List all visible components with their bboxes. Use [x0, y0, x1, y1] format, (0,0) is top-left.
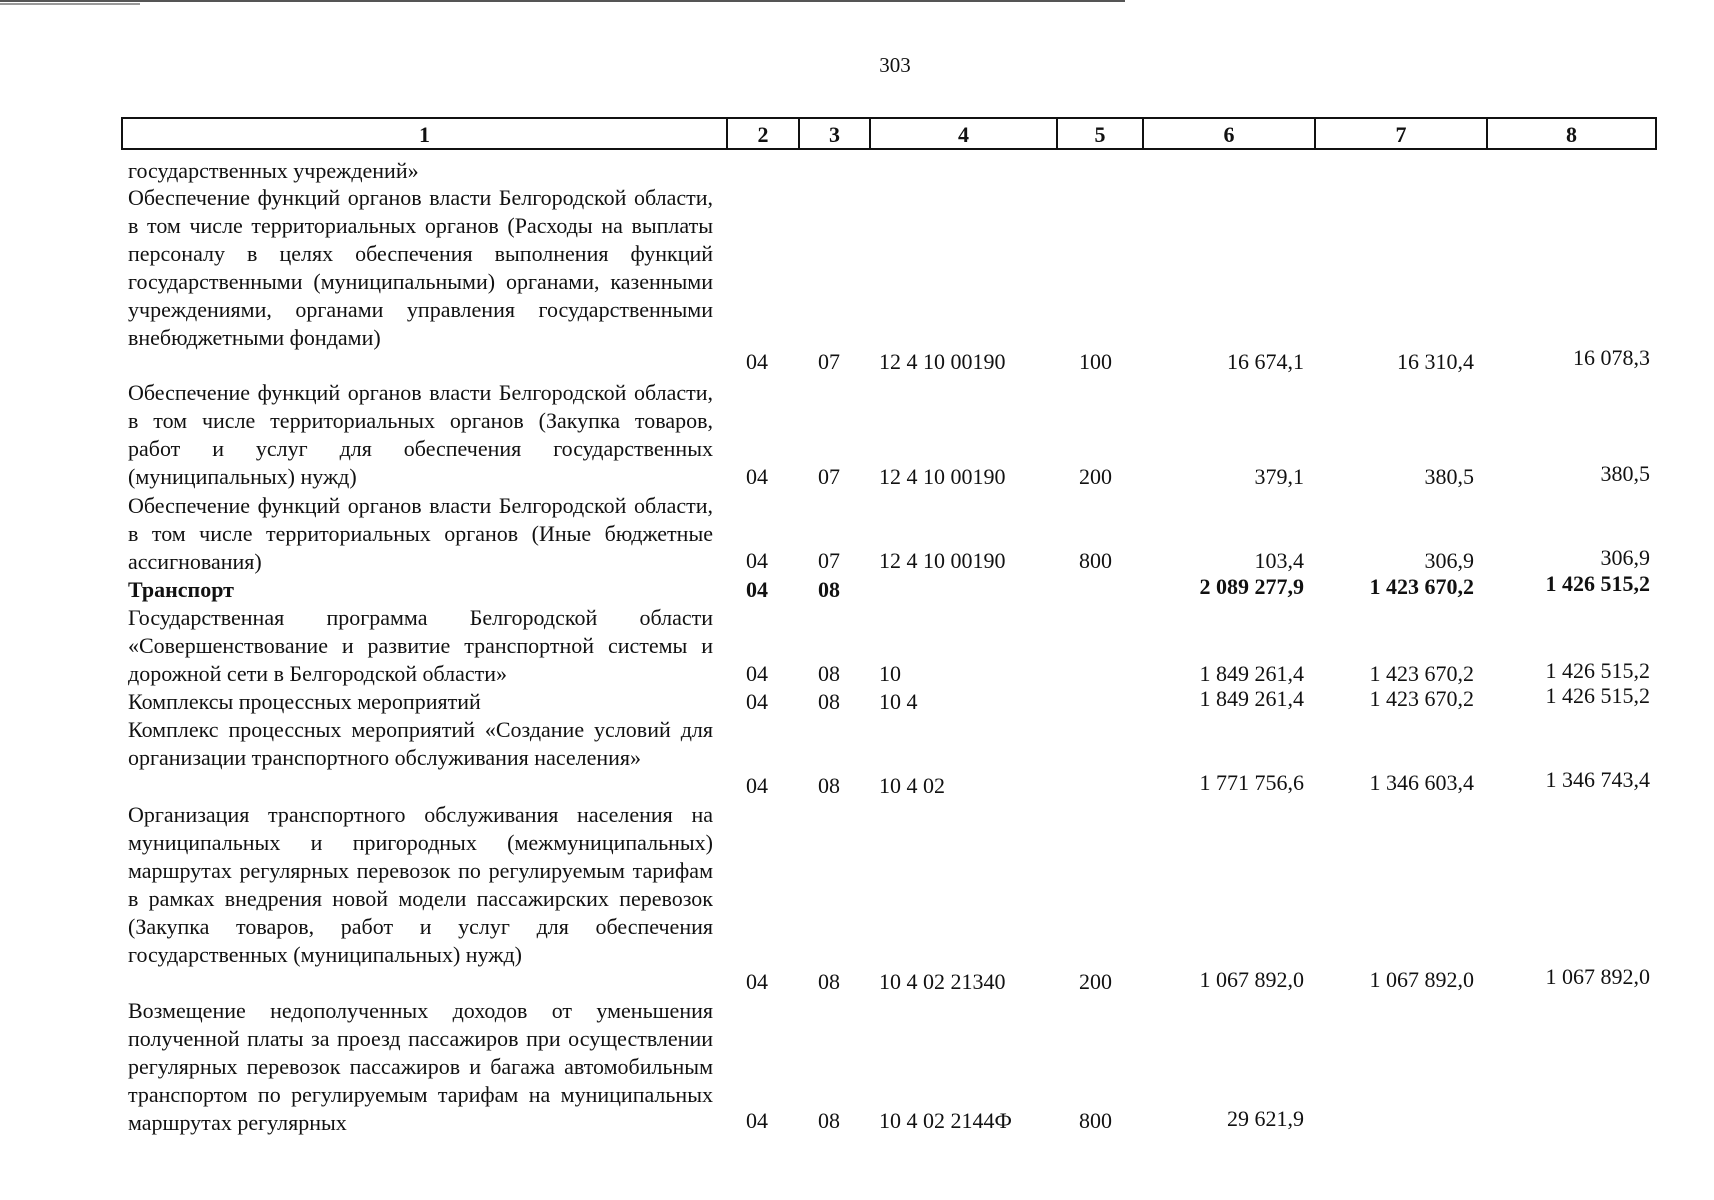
row-amount-col7: 1 423 670,2 — [1369, 686, 1474, 711]
table-row — [0, 997, 1714, 1135]
row-section: 04 — [746, 1108, 768, 1133]
row-amount-col6: 103,4 — [1254, 548, 1304, 573]
table-row — [0, 157, 1714, 183]
table-row — [0, 379, 1714, 489]
row-description: Обеспечение функций органов власти Белгородской области, в том числе территориальных органов (Иные бюджетные ассигнования) — [128, 493, 713, 574]
row-subsection: 08 — [818, 577, 840, 602]
row-section: 04 — [746, 349, 768, 374]
row-description: Обеспечение функций органов власти Белгородской области, в том числе территориальных органов (Закупка товаров, работ и услуг для обеспечения государственных (муниципальных) нужд) — [128, 380, 713, 489]
row-amount-col7: 1 423 670,2 — [1369, 661, 1474, 686]
row-amount-col6: 379,1 — [1254, 464, 1304, 489]
row-amount-col8: 1 426 515,2 — [1545, 683, 1650, 708]
table-row — [0, 683, 1714, 714]
row-subsection: 08 — [818, 1108, 840, 1133]
row-expense-type: 800 — [1079, 1108, 1112, 1133]
row-amount-col6: 1 849 261,4 — [1199, 661, 1304, 686]
row-amount-col6: 29 621,9 — [1227, 1106, 1304, 1131]
table-row — [0, 184, 1714, 374]
row-section: 04 — [746, 577, 768, 602]
page-number: 303 — [879, 53, 911, 77]
section-title: Транспорт — [128, 577, 234, 602]
row-amount-col6: 1 849 261,4 — [1199, 686, 1304, 711]
row-subsection: 08 — [818, 773, 840, 798]
row-amount-col6: 1 771 756,6 — [1199, 770, 1304, 795]
row-target-code: 12 4 10 00190 — [879, 349, 1006, 374]
row-section: 04 — [746, 969, 768, 994]
table-row — [0, 492, 1714, 574]
row-amount-col8: 1 426 515,2 — [1545, 658, 1650, 683]
header-col-7: 7 — [1316, 119, 1488, 148]
row-subsection: 07 — [818, 349, 840, 374]
row-section: 04 — [746, 464, 768, 489]
header-col-4: 4 — [871, 119, 1058, 148]
row-subsection: 08 — [818, 689, 840, 714]
row-amount-col8: 380,5 — [1600, 461, 1650, 486]
header-col-5: 5 — [1058, 119, 1144, 148]
row-target-code: 10 — [879, 661, 901, 686]
row-target-code: 12 4 10 00190 — [879, 464, 1006, 489]
header-col-8: 8 — [1566, 122, 1577, 147]
row-amount-col8: 1 426 515,2 — [1545, 571, 1650, 596]
row-expense-type: 200 — [1079, 969, 1112, 994]
table-row — [0, 801, 1714, 994]
header-col-3: 3 — [800, 119, 871, 148]
row-amount-col8: 16 078,3 — [1573, 345, 1650, 370]
row-amount-col6: 2 089 277,9 — [1199, 574, 1304, 599]
row-description: Государственная программа Белгородской области «Совершенствование и развитие транспортной системы и дорожной сети в Белгородской области» — [128, 605, 713, 686]
header-col-2: 2 — [728, 119, 800, 148]
row-description: Комплекс процессных мероприятий «Создание условий для организации транспортного обслуживания населения» — [128, 717, 713, 770]
header-col-1: 1 — [123, 119, 728, 148]
row-amount-col7: 1 423 670,2 — [1369, 574, 1474, 599]
row-subsection: 07 — [818, 464, 840, 489]
row-section: 04 — [746, 548, 768, 573]
row-amount-col8: 306,9 — [1600, 545, 1650, 570]
row-amount-col7: 1 067 892,0 — [1369, 967, 1474, 992]
row-amount-col7: 306,9 — [1424, 548, 1474, 573]
row-target-code: 10 4 02 — [879, 773, 945, 798]
row-subsection: 08 — [818, 969, 840, 994]
row-amount-col7: 1 346 603,4 — [1369, 770, 1474, 795]
row-amount-col6: 1 067 892,0 — [1199, 967, 1304, 992]
row-section: 04 — [746, 689, 768, 714]
table-row — [0, 571, 1714, 602]
row-description: государственных учреждений» — [128, 158, 419, 183]
row-section: 04 — [746, 773, 768, 798]
row-section: 04 — [746, 661, 768, 686]
row-expense-type: 200 — [1079, 464, 1112, 489]
row-target-code: 12 4 10 00190 — [879, 548, 1006, 573]
row-description: Комплексы процессных мероприятий — [128, 689, 481, 714]
row-description: Организация транспортного обслуживания населения на муниципальных и пригородных (межмуниципальных) маршрутах регулярных перевозок по регулируемым тарифам в рамках внедрения новой модели пассажирских перевозок (Закупка товаров, работ и услуг для обеспечения государственных (муниципальных) нужд) — [128, 802, 713, 967]
row-expense-type: 800 — [1079, 548, 1112, 573]
row-subsection: 07 — [818, 548, 840, 573]
row-target-code: 10 4 02 21340 — [879, 969, 1006, 994]
row-amount-col7: 16 310,4 — [1397, 349, 1474, 374]
row-amount-col7: 380,5 — [1424, 464, 1474, 489]
header-col-6: 6 — [1144, 119, 1316, 148]
row-description: Возмещение недополученных доходов от уменьшения полученной платы за проезд пассажиров при осуществлении регулярных перевозок пассажиров и багажа автомобильным транспортом по регулируемым тарифам на муниципальных маршрутах регулярных — [128, 998, 713, 1135]
row-target-code: 10 4 — [879, 689, 918, 714]
row-amount-col8: 1 067 892,0 — [1545, 964, 1650, 989]
row-subsection: 08 — [818, 661, 840, 686]
row-description: Обеспечение функций органов власти Белгородской области, в том числе территориальных органов (Расходы на выплаты персоналу в целях обеспечения выполнения функций государственными (муниципальными) органами, казенными учреждениями, органами управления государственными внебюджетными фондами) — [128, 185, 713, 350]
row-amount-col8: 1 346 743,4 — [1545, 767, 1650, 792]
table-row — [0, 604, 1714, 686]
table-row — [0, 716, 1714, 798]
row-amount-col6: 16 674,1 — [1227, 349, 1304, 374]
row-expense-type: 100 — [1079, 349, 1112, 374]
row-target-code: 10 4 02 2144Ф — [879, 1108, 1012, 1133]
